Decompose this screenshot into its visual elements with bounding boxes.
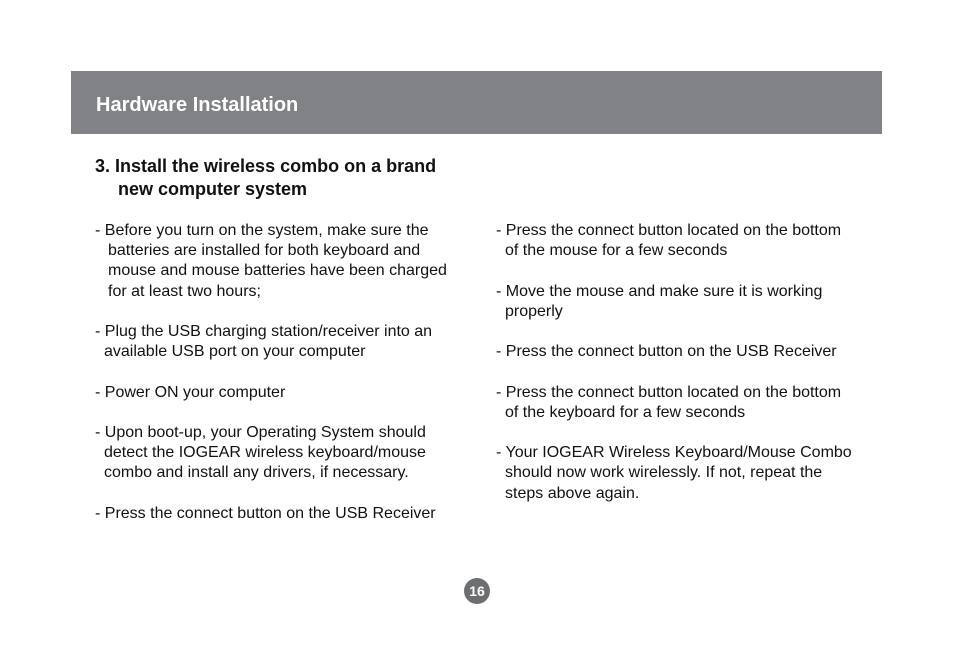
- text-line: - Press the connect button located on the bottom: [496, 383, 842, 401]
- text-line: properly: [505, 302, 563, 320]
- step-press-receiver-button: [95, 504, 475, 524]
- text-line: - Press the connect button on the USB Receiver: [496, 343, 837, 361]
- text-line: steps above again.: [505, 484, 640, 502]
- section-heading-line-1: 3. Install the wireless combo on a brand: [95, 156, 437, 176]
- text-line: - Upon boot-up, your Operating System should: [95, 423, 426, 441]
- left-column: [95, 221, 475, 544]
- text-line: - Press the connect button on the USB Receiver: [95, 504, 436, 522]
- page-number-badge: 16: [464, 578, 490, 604]
- text-line: detect the IOGEAR wireless keyboard/mouse: [104, 444, 426, 462]
- step-press-receiver-button-again: [496, 342, 876, 362]
- section-heading-line-2: new computer system: [118, 179, 308, 199]
- step-plug-usb: [95, 322, 475, 362]
- header-bar: [71, 71, 882, 134]
- text-line: - Move the mouse and make sure it is working: [496, 282, 823, 300]
- text-line: - Press the connect button located on the bottom: [496, 222, 842, 239]
- text-line: mouse and mouse batteries have been charged: [108, 262, 447, 280]
- right-column: [496, 221, 876, 524]
- step-boot-up: [95, 423, 475, 484]
- text-line: - Power ON your computer: [95, 383, 286, 401]
- text-line: - Before you turn on the system, make sure the: [95, 222, 429, 239]
- step-move-mouse: [496, 282, 876, 322]
- text-line: batteries are installed for both keyboard and: [108, 242, 421, 260]
- step-press-keyboard-button: [496, 383, 876, 423]
- section-heading: [95, 155, 475, 201]
- text-line: available USB port on your computer: [104, 343, 366, 361]
- text-line: of the keyboard for a few seconds: [505, 403, 746, 421]
- text-line: - Plug the USB charging station/receiver into an: [95, 323, 433, 340]
- text-line: combo and install any drivers, if necessary.: [104, 464, 409, 482]
- step-press-mouse-button: [496, 221, 876, 261]
- text-line: of the mouse for a few seconds: [505, 242, 728, 260]
- text-line: for at least two hours;: [108, 282, 261, 300]
- text-line: - Your IOGEAR Wireless Keyboard/Mouse Combo: [496, 444, 852, 462]
- text-line: should now work wirelessly. If not, repeat the: [505, 464, 823, 482]
- step-verify-wireless: [496, 443, 876, 504]
- page-title: Hardware Installation: [96, 94, 299, 116]
- step-before-turn-on: [95, 221, 475, 302]
- step-power-on: [95, 383, 475, 403]
